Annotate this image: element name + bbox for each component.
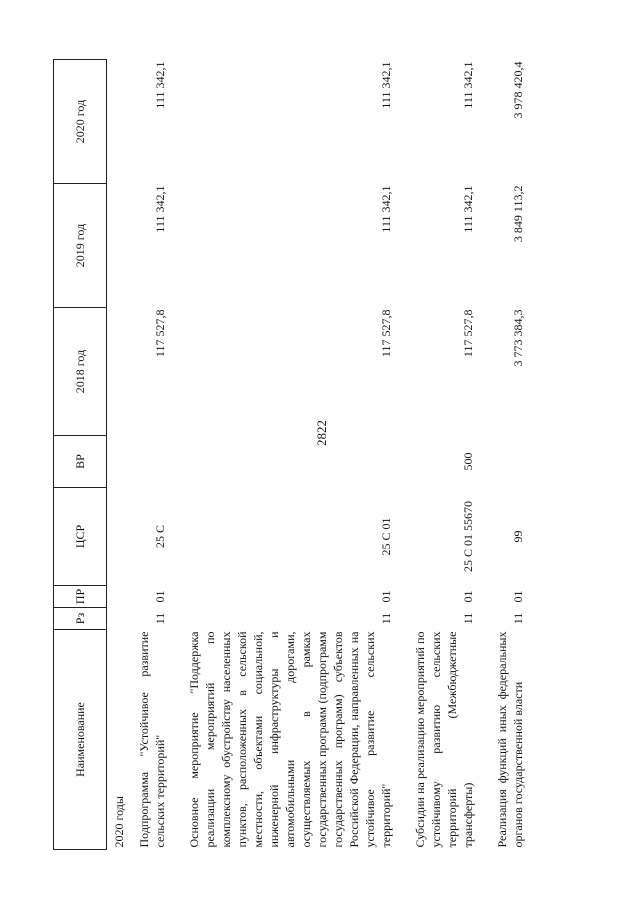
row-csr: 25 С 01 (379, 517, 393, 556)
row-2019: 111 342,1 (379, 185, 393, 233)
header-name: Наименование (54, 630, 107, 850)
row-2019: 111 342,1 (461, 185, 475, 233)
table-row (491, 60, 529, 850)
header-2019: 2019 год (54, 184, 107, 308)
row-pr: 01 (511, 590, 525, 603)
row-pr: 01 (379, 590, 393, 603)
row-vr: 500 (461, 452, 475, 471)
header-csr: ЦСР (54, 488, 107, 586)
row-2020: 111 342,1 (379, 61, 393, 109)
row-2019: 3 849 113,2 (511, 185, 525, 243)
header-rz: Рз (54, 608, 107, 630)
row-2018: 117 527,8 (461, 309, 475, 358)
row-vr (133, 436, 171, 488)
header-2020: 2020 год (54, 60, 107, 184)
row-2018: 117 527,8 (379, 309, 393, 358)
row-pr: 01 (461, 590, 475, 603)
table-row (133, 60, 171, 850)
row-csr: 25 С (153, 525, 167, 549)
row-2020: 111 342,1 (153, 61, 167, 109)
budget-table (53, 59, 529, 850)
row-name: Реализация функций иных федеральных органов государственной власти (495, 631, 525, 848)
table-header-row (54, 60, 107, 850)
years-label: 2020 годы (112, 796, 126, 848)
row-vr (491, 436, 529, 488)
row-rz: 11 (511, 612, 525, 625)
row-2019: 111 342,1 (153, 185, 167, 233)
row-pr: 01 (153, 590, 167, 603)
years-label-row (107, 60, 134, 850)
row-2018: 117 527,8 (153, 309, 167, 358)
row-2020: 111 342,1 (461, 61, 475, 109)
page-number: 2822 (314, 420, 329, 446)
row-2018: 3 773 384,3 (511, 309, 525, 367)
row-name: Подпрограмма "Устойчивое развитие сельских территорий" (137, 631, 167, 848)
row-rz: 11 (153, 612, 167, 625)
table-row (183, 60, 397, 850)
header-2018: 2018 год (54, 308, 107, 436)
row-csr: 99 (511, 530, 525, 543)
table-row (409, 60, 479, 850)
row-name: Субсидии на реализацию мероприятий по устойчивому развитию сельских территорий (Межбюджетные трансферты) (413, 631, 475, 848)
row-rz: 11 (379, 612, 393, 625)
row-name: Основное мероприятие "Поддержка реализации мероприятий по комплексному обустройству населенных пунктов, расположенных в сельской местности, объектами социальной, инженерной инфраструктуры и автомобильными дорогами, осуществляемых в рамках государственных программ (подпрограмм государственных программ) субъектов Российской Федерации, направленных на устойчивое развитие сельских территорий" (187, 631, 393, 848)
row-rz: 11 (461, 612, 475, 625)
budget-table-sheet (53, 60, 563, 850)
row-csr: 25 С 01 55670 (461, 501, 475, 573)
header-vr: ВР (54, 436, 107, 488)
header-pr: ПР (54, 586, 107, 608)
row-vr (183, 436, 397, 488)
row-2020: 3 978 420,4 (511, 61, 525, 119)
